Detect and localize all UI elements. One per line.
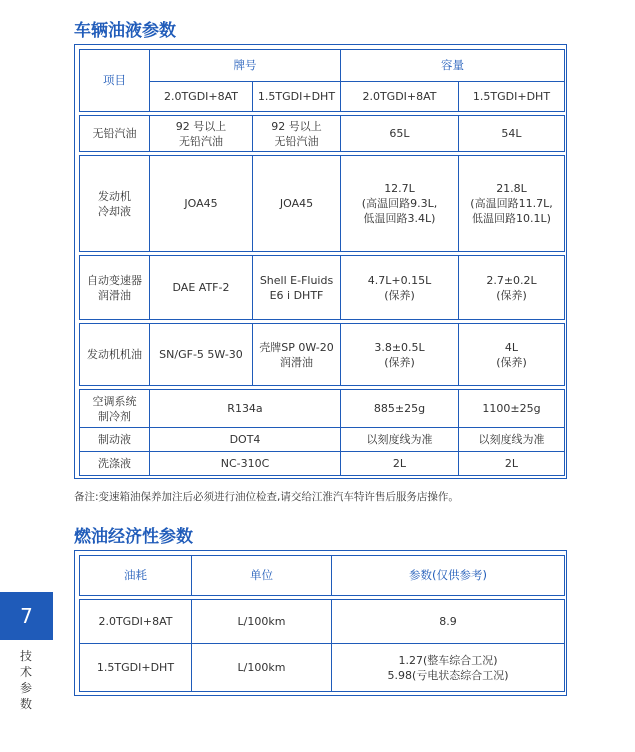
fluids-subheader-row — [80, 82, 565, 112]
fluids-header-row — [80, 50, 565, 82]
header-capacity: 容量 — [341, 50, 565, 82]
row-item: 制动液 — [80, 428, 150, 452]
row-brand-a: DAE ATF-2 — [150, 256, 253, 320]
table-row — [80, 600, 565, 644]
row-brand: DOT4 — [150, 428, 341, 452]
row-capacity-b: 2L — [459, 452, 565, 476]
row-brand: NC-310C — [150, 452, 341, 476]
row-capacity-a: 12.7L (高温回路9.3L, 低温回路3.4L) — [341, 156, 459, 252]
row-capacity-a: 3.8±0.5L (保养) — [341, 324, 459, 386]
row-capacity-b: 54L — [459, 116, 565, 152]
header-capacity-variant-b: 1.5TGDI+DHT — [459, 82, 565, 112]
economy-unit: L/100km — [192, 644, 332, 692]
economy-table-frame — [74, 550, 567, 696]
row-capacity-b: 1100±25g — [459, 390, 565, 428]
row-capacity-a: 885±25g — [341, 390, 459, 428]
economy-model: 1.5TGDI+DHT — [80, 644, 192, 692]
table-row — [80, 324, 565, 386]
row-brand-b: JOA45 — [253, 156, 341, 252]
economy-table — [79, 555, 565, 692]
row-capacity-a: 65L — [341, 116, 459, 152]
chapter-number-tab — [0, 592, 53, 640]
table-row — [80, 390, 565, 428]
row-brand-a: SN/GF-5 5W-30 — [150, 324, 253, 386]
chapter-label-char: 术 — [19, 665, 32, 679]
chapter-label-char: 技 — [19, 649, 32, 663]
row-item: 发动机机油 — [80, 324, 150, 386]
row-brand-b: 92 号以上 无铅汽油 — [253, 116, 341, 152]
fluids-table-frame — [74, 44, 567, 479]
header-brand-variant-b: 1.5TGDI+DHT — [253, 82, 341, 112]
table-row — [80, 452, 565, 476]
header-param: 参数(仅供参考) — [332, 556, 565, 596]
row-capacity-b: 21.8L (高温回路11.7L, 低温回路10.1L) — [459, 156, 565, 252]
economy-header-row — [80, 556, 565, 596]
header-brand-variant-a: 2.0TGDI+8AT — [150, 82, 253, 112]
economy-unit: L/100km — [192, 600, 332, 644]
header-item: 项目 — [80, 50, 150, 112]
row-brand-a: 92 号以上 无铅汽油 — [150, 116, 253, 152]
table-row — [80, 156, 565, 252]
chapter-label-char: 数 — [19, 697, 32, 711]
table-row — [80, 116, 565, 152]
row-capacity-a: 以刻度线为准 — [341, 428, 459, 452]
row-capacity-b: 4L (保养) — [459, 324, 565, 386]
economy-model: 2.0TGDI+8AT — [80, 600, 192, 644]
row-brand-b: Shell E-Fluids E6 i DHTF — [253, 256, 341, 320]
header-fuel: 油耗 — [80, 556, 192, 596]
row-item: 自动变速器 润滑油 — [80, 256, 150, 320]
header-capacity-variant-a: 2.0TGDI+8AT — [341, 82, 459, 112]
economy-value: 8.9 — [332, 600, 565, 644]
row-brand-b: 壳牌SP 0W-20 润滑油 — [253, 324, 341, 386]
row-capacity-b: 2.7±0.2L (保养) — [459, 256, 565, 320]
fluids-table — [79, 49, 565, 476]
table-row — [80, 428, 565, 452]
table-row — [80, 256, 565, 320]
row-item: 发动机 冷却液 — [80, 156, 150, 252]
chapter-number: 7 — [20, 604, 33, 628]
economy-value: 1.27(整车综合工况) 5.98(亏电状态综合工况) — [332, 644, 565, 692]
chapter-label-char: 参 — [19, 681, 32, 695]
chapter-label — [14, 648, 38, 712]
header-unit: 单位 — [192, 556, 332, 596]
row-brand-a: JOA45 — [150, 156, 253, 252]
fluids-section-title: 车辆油液参数 — [74, 21, 176, 41]
row-item: 空调系统 制冷剂 — [80, 390, 150, 428]
row-brand: R134a — [150, 390, 341, 428]
row-item: 洗涤液 — [80, 452, 150, 476]
row-capacity-a: 2L — [341, 452, 459, 476]
economy-section-title: 燃油经济性参数 — [74, 527, 193, 547]
row-capacity-b: 以刻度线为准 — [459, 428, 565, 452]
header-brand: 牌号 — [150, 50, 341, 82]
maintenance-note: 备注:变速箱油保养加注后必须进行油位检查,请交给江淮汽车特许售后服务店操作。 — [74, 491, 459, 503]
table-row — [80, 644, 565, 692]
row-capacity-a: 4.7L+0.15L (保养) — [341, 256, 459, 320]
row-item: 无铅汽油 — [80, 116, 150, 152]
